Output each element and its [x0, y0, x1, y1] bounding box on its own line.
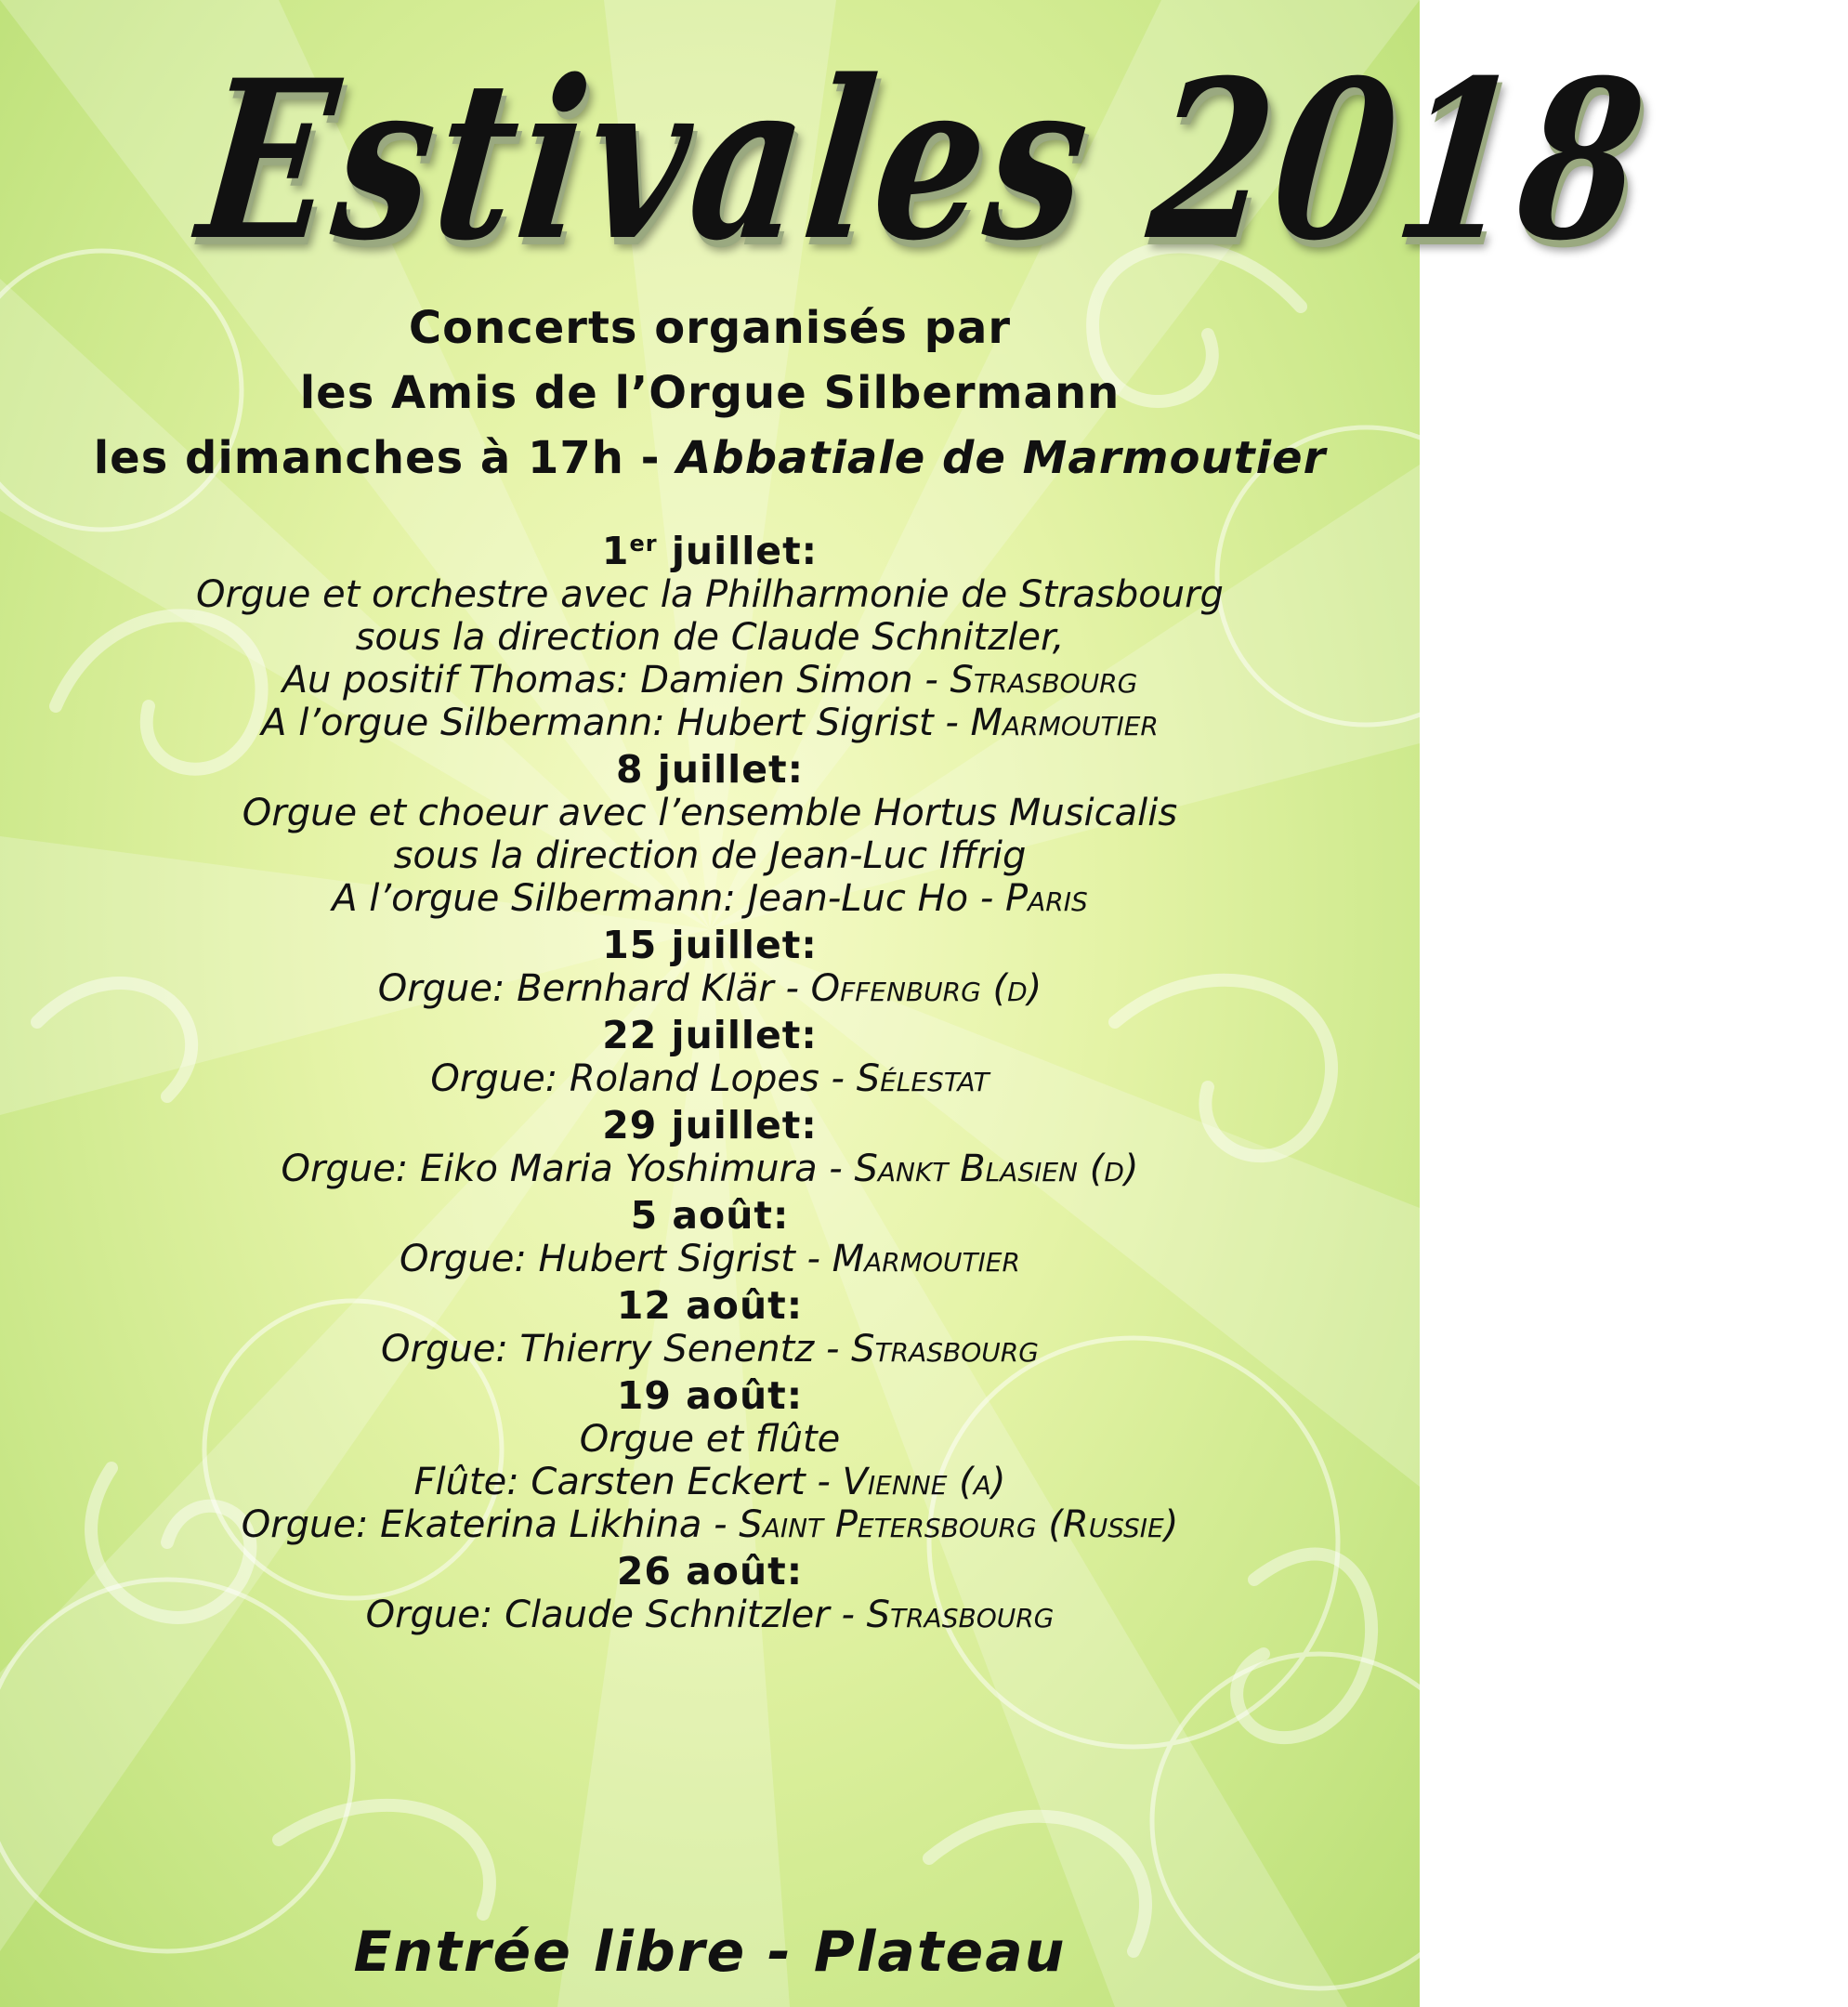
- event-city: Paris: [1005, 877, 1088, 920]
- event-date: 15 juillet:: [602, 923, 818, 967]
- event-line: Orgue: Bernhard Klär - Offenburg (d): [377, 967, 1042, 1010]
- event-date: 12 août:: [616, 1283, 804, 1328]
- header-line-association: les Amis de l’Orgue Silbermann: [299, 367, 1121, 419]
- event-city: Marmoutier: [970, 702, 1159, 744]
- event-item: [0, 1104, 1420, 1190]
- event-item: [0, 1374, 1420, 1546]
- event-line: Orgue: Hubert Sigrist - Marmoutier: [400, 1238, 1020, 1280]
- event-line: Orgue et choeur avec l’ensemble Hortus Musicalis: [242, 792, 1178, 834]
- event-item: [0, 522, 1420, 744]
- event-line: Orgue: Claude Schnitzler - Strasbourg: [365, 1594, 1055, 1636]
- event-line: Flûte: Carsten Eckert - Vienne (a): [413, 1461, 1006, 1503]
- event-date: 5 août:: [630, 1193, 790, 1238]
- event-date: 29 juillet:: [602, 1103, 818, 1148]
- event-line: Orgue et flûte: [579, 1418, 841, 1461]
- event-list: [0, 522, 1420, 1640]
- poster-title: Estivales 2018: [189, 33, 1659, 289]
- venue-name: Abbatiale de Marmoutier: [676, 432, 1327, 484]
- event-city: Strasbourg: [866, 1594, 1055, 1636]
- event-city: Sankt Blasien (d): [854, 1148, 1139, 1190]
- event-city: Strasbourg: [950, 659, 1138, 702]
- header-line-organizers: Concerts organisés par: [408, 302, 1012, 354]
- event-date: 8 juillet:: [615, 747, 804, 792]
- event-line: Orgue et orchestre avec la Philharmonie de Strasbourg: [196, 573, 1224, 616]
- event-line: Orgue: Roland Lopes - Sélestat: [430, 1057, 990, 1100]
- event-date: 1er juillet:: [601, 529, 819, 573]
- event-item: [0, 748, 1420, 920]
- event-date: 26 août:: [616, 1549, 804, 1594]
- event-item: [0, 1014, 1420, 1100]
- event-item: [0, 1550, 1420, 1636]
- event-date: 19 août:: [616, 1373, 804, 1418]
- event-line: Orgue: Thierry Senentz - Strasbourg: [381, 1328, 1039, 1371]
- event-line: sous la direction de Claude Schnitzler,: [355, 616, 1065, 659]
- event-date: 22 juillet:: [602, 1013, 818, 1057]
- header: [0, 295, 1420, 491]
- event-city: Sélestat: [856, 1057, 990, 1100]
- event-line: A l’orgue Silbermann: Hubert Sigrist - Marmoutier: [261, 702, 1159, 744]
- event-line: Orgue: Eiko Maria Yoshimura - Sankt Blasien (d): [281, 1148, 1139, 1190]
- header-line-schedule: les dimanches à 17h - Abbatiale de Marmoutier: [93, 432, 1327, 484]
- event-line: sous la direction de Jean-Luc Iffrig: [393, 834, 1027, 877]
- event-city: Offenburg (d): [810, 967, 1042, 1010]
- admission-footer: Entrée libre - Plateau: [353, 1920, 1067, 1985]
- event-item: [0, 1194, 1420, 1280]
- event-item: [0, 924, 1420, 1010]
- event-city: Marmoutier: [832, 1238, 1020, 1280]
- event-city: Saint Petersbourg (Russie): [739, 1503, 1179, 1546]
- event-item: [0, 1284, 1420, 1371]
- event-city: Vienne (a): [842, 1461, 1006, 1503]
- event-line: Orgue: Ekaterina Likhina - Saint Petersbourg (Russie): [241, 1503, 1179, 1546]
- event-line: Au positif Thomas: Damien Simon - Strasbourg: [282, 659, 1138, 702]
- event-city: Strasbourg: [851, 1328, 1039, 1371]
- event-line: A l’orgue Silbermann: Jean-Luc Ho - Paris: [332, 877, 1088, 920]
